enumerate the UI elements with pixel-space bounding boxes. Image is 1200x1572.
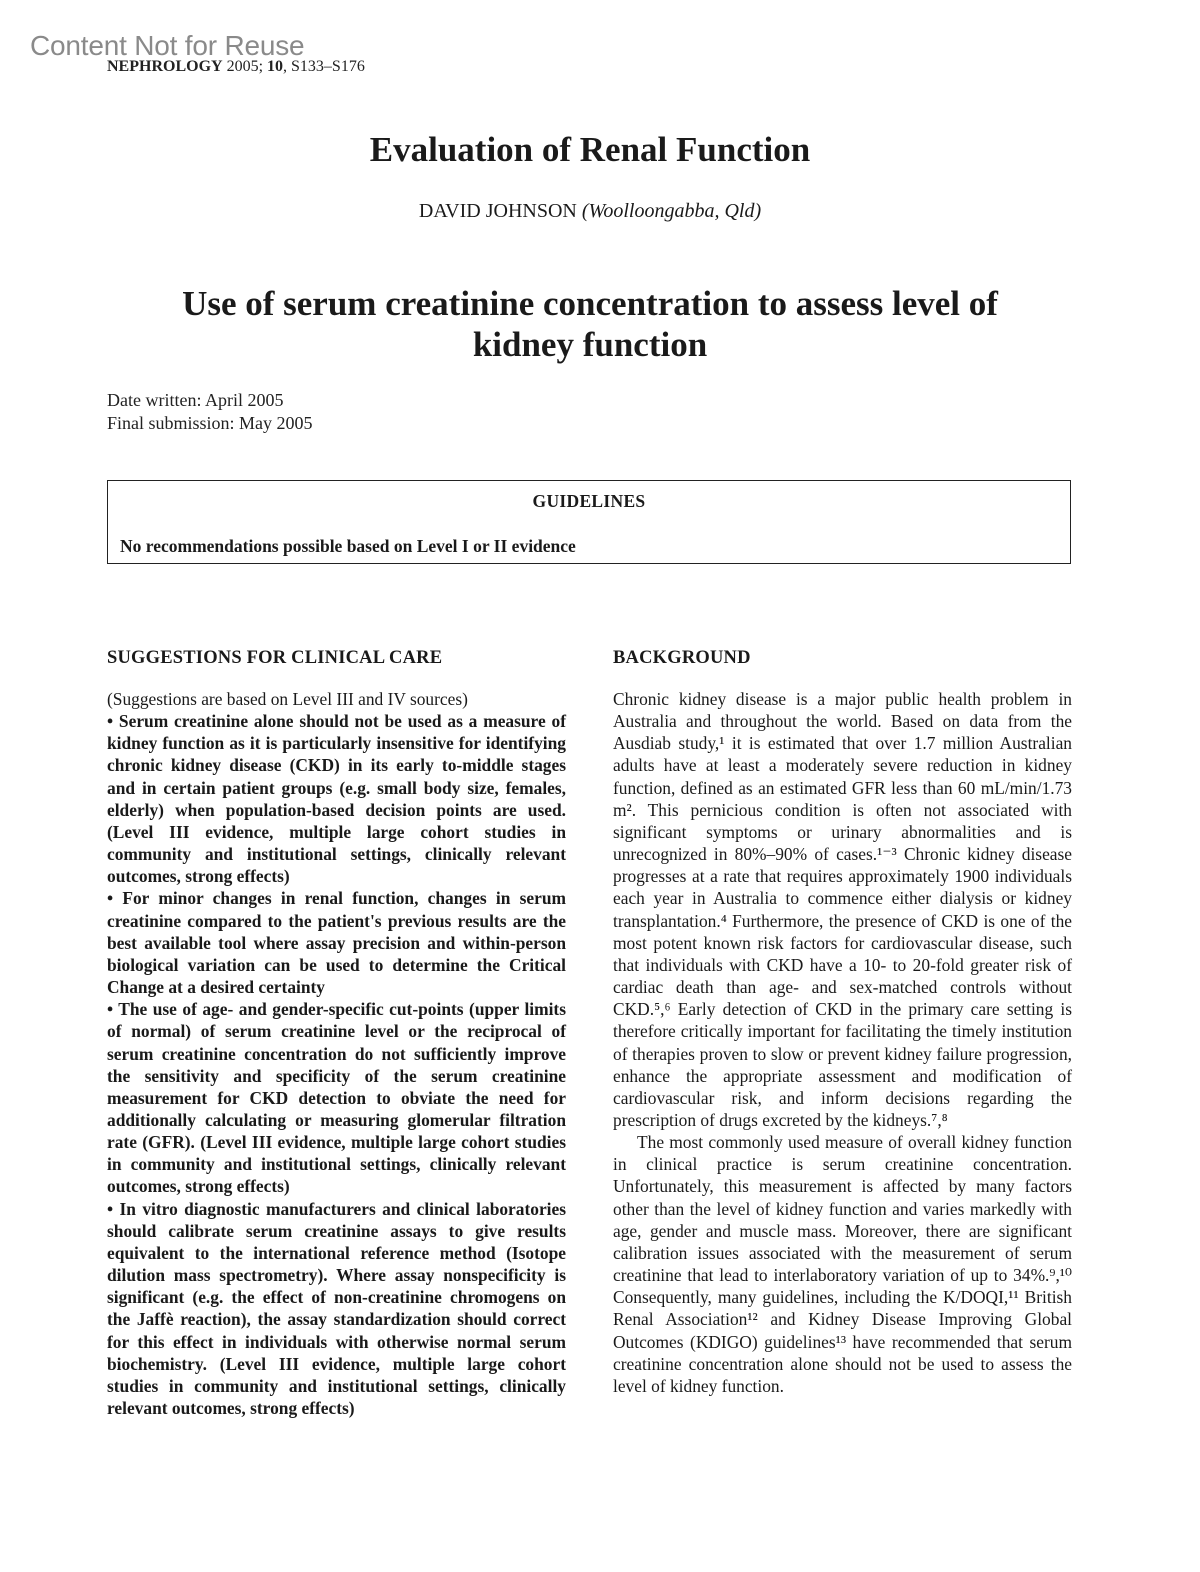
date-written: Date written: April 2005 [107, 390, 284, 410]
journal-year: 2005; [222, 58, 268, 75]
journal-pages: , S133–S176 [283, 58, 365, 75]
guidelines-box [107, 480, 1071, 564]
journal-volume: 10 [267, 58, 284, 75]
guidelines-heading: GUIDELINES [532, 491, 646, 511]
article-subtitle: Use of serum creatinine concentration to assess level of kidney function [182, 284, 998, 364]
watermark-text: Content Not for Reuse [30, 30, 305, 61]
suggestion-bullet: • In vitro diagnostic manufacturers and clinical laboratories should calibrate serum creatinine assays to give results equivalent to the international reference method (Isotope dilution mass spectrometry). Where assay nonspecificity is significant (e.g. the effect of non-creatinine chromogens on the Jaffè reaction), the assay standardization should correct for this effect in individuals with otherwise normal serum biochemistry. (Level III evidence, multiple large cohort studies in community and institutional settings, clinically relevant outcomes, strong effects) [107, 1198, 566, 1418]
date-final-submission: Final submission: May 2005 [107, 413, 313, 433]
author-line [0, 200, 1180, 223]
background-paragraph: The most commonly used measure of overall kidney function in clinical practice is serum creatinine concentration. Unfortunately, this measurement is affected by many factors other than the level of kidney function and varies markedly with age, gender and muscle mass. Moreover, there are significant calibration issues associated with the measurement of serum creatinine that lead to interlaboratory variation of up to 34%.⁹,¹⁰ Consequently, many guidelines, including the K/DOQI,¹¹ British Renal Association¹² and Kidney Disease Improving Global Outcomes (KDIGO) guidelines¹³ have recommended that serum creatinine concentration alone should not be used to assess the level of kidney function. [613, 1132, 1072, 1396]
author-name: DAVID JOHNSON [418, 200, 577, 222]
background-paragraph: Chronic kidney disease is a major public health problem in Australia and throughout the world. Based on data from the Ausdiab study,¹ it is estimated that over 1.7 million Australian adults have at least a moderately severe reduction in kidney function, defined as an estimated GFR less than 60 mL/min/1.73 m². This pernicious condition is often not associated with significant symptoms or urinary abnormalities and is unrecognized in 80%–90% of cases.¹⁻³ Chronic kidney disease progresses at a rate that requires approximately 1900 individuals each year in Australia to commence either dialysis or kidney transplantation.⁴ Furthermore, the presence of CKD is one of the most potent known risk factors for cardiovascular disease, such that individuals with CKD have a 10- to 20-fold greater risk of cardiac death than age- and sex-matched controls without CKD.⁵,⁶ Early detection of CKD in the primary care setting is therefore critically important for facilitating the timely institution of therapies proven to slow or prevent kidney failure progression, enhance the appropriate assessment and modification of cardiovascular risk, and inform decisions regarding the prescription of drugs excreted by the kidneys.⁷,⁸ [613, 689, 1072, 1130]
suggestions-column [107, 648, 566, 1419]
running-head [107, 58, 365, 76]
background-heading: BACKGROUND [613, 648, 751, 668]
page-title: Evaluation of Renal Function [369, 130, 811, 169]
suggestion-bullet: • The use of age- and gender-specific cut-points (upper limits of normal) of serum creatinine level or the reciprocal of serum creatinine concentration do not sufficiently improve the sensitivity and specificity of the serum creatinine measurement for CKD detection to obviate the need for additionally calculating or measuring glomerular filtration rate (GFR). (Level III evidence, multiple large cohort studies in community and institutional settings, clinically relevant outcomes, strong effects) [107, 999, 566, 1197]
author-affiliation: (Woolloongabba, Qld) [581, 200, 762, 222]
suggestions-heading: SUGGESTIONS FOR CLINICAL CARE [107, 648, 443, 668]
suggestions-intro: (Suggestions are based on Level III and IV sources) [107, 689, 468, 709]
suggestion-bullet: • For minor changes in renal function, changes in serum creatinine compared to the patient's previous results are the best available tool where assay precision and within-person biological variation can be used to determine the Critical Change at a desired certainty [107, 888, 566, 998]
journal-name: NEPHROLOGY [107, 58, 223, 75]
background-column [613, 648, 1072, 1397]
article-dates [107, 389, 313, 435]
suggestion-bullet: • Serum creatinine alone should not be used as a measure of kidney function as it is particularly insensitive for identifying chronic kidney disease (CKD) in its early to-middle stages and in certain patient groups (e.g. small body size, females, elderly) when population-based decision points are used. (Level III evidence, multiple large cohort studies in community and institutional settings, clinically relevant outcomes, strong effects) [107, 711, 566, 887]
guidelines-text: No recommendations possible based on Level I or II evidence [120, 536, 576, 556]
